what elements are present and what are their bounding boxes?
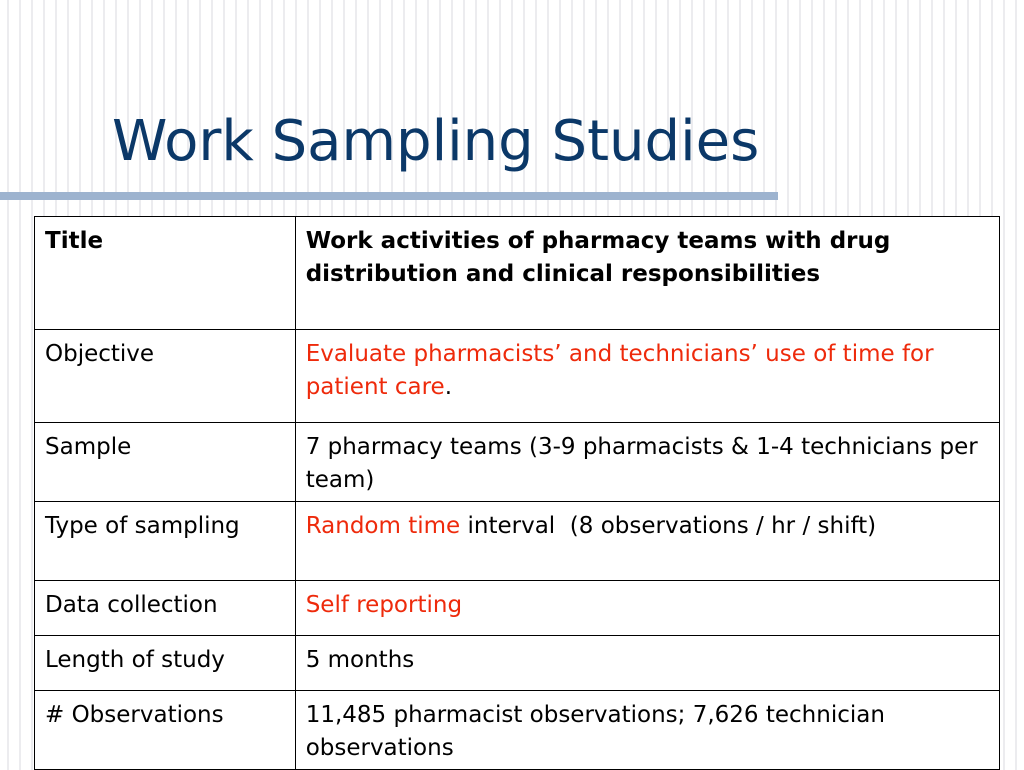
data-collection-label: Data collection [35, 581, 296, 636]
type-of-sampling-highlight-text: Random time [305, 513, 461, 539]
slide-title: Work Sampling Studies [112, 109, 760, 174]
length-of-study-label: Length of study [35, 636, 296, 691]
title-value: Work activities of pharmacy teams with drug distribution and clinical responsibilities [295, 217, 999, 330]
objective-label: Objective [35, 330, 296, 423]
table-row-type-of-sampling [35, 502, 1000, 581]
type-of-sampling-rest-text: interval (8 observations / hr / shift) [460, 513, 877, 539]
table-row-observations [35, 691, 1000, 770]
table-row-data-collection [35, 581, 1000, 636]
observations-value: 11,485 pharmacist observations; 7,626 technician observations [295, 691, 999, 770]
objective-suffix-text: . [444, 374, 452, 400]
objective-value [295, 330, 999, 423]
length-of-study-value: 5 months [295, 636, 999, 691]
table-row-title [35, 217, 1000, 330]
title-label: Title [35, 217, 296, 330]
data-collection-highlight-text: Self reporting [305, 592, 463, 618]
type-of-sampling-label: Type of sampling [35, 502, 296, 581]
table-row-length-of-study [35, 636, 1000, 691]
objective-highlight-text: Evaluate pharmacists’ and technicians’ use of time for patient care [305, 341, 934, 400]
table-row-sample [35, 423, 1000, 502]
study-details-table [34, 216, 1000, 770]
sample-value: 7 pharmacy teams (3-9 pharmacists & 1-4 technicians per team) [295, 423, 999, 502]
title-underline [0, 192, 778, 200]
sample-label: Sample [35, 423, 296, 502]
table-row-objective [35, 330, 1000, 423]
observations-label: # Observations [35, 691, 296, 770]
data-collection-value [295, 581, 999, 636]
type-of-sampling-value [295, 502, 999, 581]
